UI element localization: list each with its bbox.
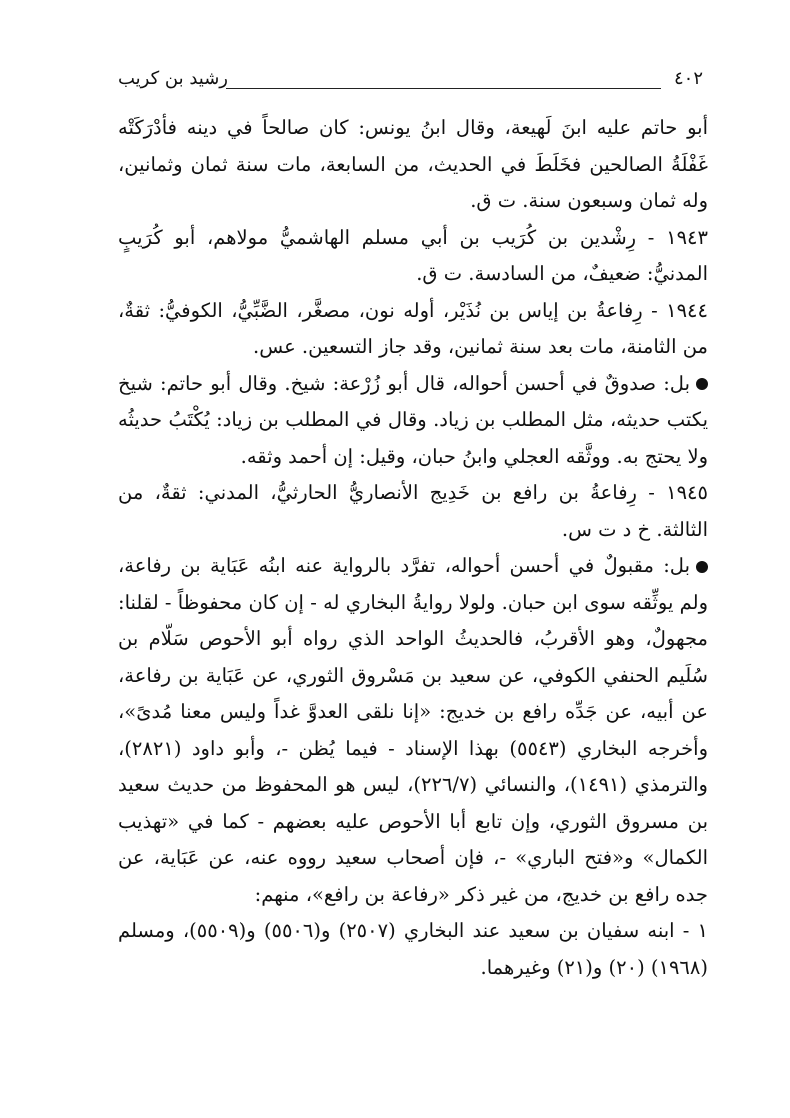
page-body xyxy=(118,110,708,986)
entry-1943: ١٩٤٣ - رِشْدين بن كُرَيب بن أبي مسلم الهاشميُّ مولاهم، أبو كُرَيبٍ المدنيُّ: ضعيفٌ، من السادسة. ت ق. xyxy=(118,225,708,285)
bullet-icon xyxy=(696,378,708,390)
entry-1945: ١٩٤٥ - رِفاعةُ بن رافع بن خَدِيج الأنصاريُّ الحارثيُّ، المدني: ثقةٌ، من الثالثة. خ د ت س. xyxy=(118,481,708,541)
page-number: ٤٠٢ xyxy=(673,68,703,89)
entry-1944: ١٩٤٤ - رِفاعةُ بن إياس بن نُذَيْر، أوله نون، مصغَّر، الضَّبِّيُّ، الكوفيُّ: ثقةٌ، من الثامنة، مات بعد سنة ثمانين، وقد جاز التسعين. عس. xyxy=(118,298,708,358)
paragraph-continuation: أبو حاتم عليه ابنَ لَهيعة، وقال ابنُ يونس: كان صالحاً في دينه فأدْرَكَتْه غَفْلَةُ الصالحين فخَلَطَ في الحديث، من السابعة، مات سنة ثمان وثمانين، وله ثمان وسبعون سنة. ت ق. xyxy=(118,116,708,212)
list-item-1: ١ - ابنه سفيان بن سعيد عند البخاري (٢٥٠٧) و(٥٥٠٦) و(٥٥٠٩)، ومسلم (١٩٦٨) (٢٠) و(٢١) وغيرهما. xyxy=(118,919,708,979)
note-1945-text: بل: مقبولٌ في أحسن أحواله، تفرَّد بالرواية عنه ابنُه عَبَاية بن رفاعة، ولم يوثِّقه سوى ابن حبان. ولولا روايةُ البخاري له - إن كان محفوظاً - لقلنا: مجهولٌ، وهو الأقربُ، فالحديثُ الواحد الذي رواه أبو الأحوص سَلّام بن سُلَيم الحنفي الكوفي، عن سعيد بن مَسْروق الثوري، عن عَبَاية بن رفاعة، عن أبيه، عن جَدِّه رافع بن خديج: «إنا نلقى العدوَّ غداً وليس معنا مُدىً»، وأخرجه البخاري (٥٥٤٣) بهذا الإسناد - فيما يُظن -، وأبو داود (٢٨٢١)، والترمذي (١٤٩١)، والنسائي (٢٢٦/٧)، ليس هو المحفوظ من حديث سعيد بن مسروق الثوري، وإن تابع أبا الأحوص عليه بعضهم - كما في «تهذيب الكمال» و«فتح الباري» -، فإن أصحاب سعيد رووه عنه، عن عَبَاية، عن جده رافع بن خديج، من غير ذكر «رفاعة بن رافع»، منهم: xyxy=(118,554,708,906)
page-header xyxy=(118,66,703,96)
header-rule xyxy=(226,88,661,89)
bullet-icon xyxy=(696,561,708,573)
running-title: رشيد بن كريب xyxy=(118,68,228,89)
note-1944-text: بل: صدوقٌ في أحسن أحواله، قال أبو زُرْعة: شيخ. وقال أبو حاتم: شيخ يكتب حديثه، مثل المطلب بن زياد. وقال في المطلب بن زياد: يُكْتَبُ حديثُه ولا يحتج به. ووثَّقه العجلي وابنُ حبان، وقيل: إن أحمد وثقه. xyxy=(118,371,708,468)
note-1945 xyxy=(118,548,708,913)
note-1944 xyxy=(118,366,708,476)
